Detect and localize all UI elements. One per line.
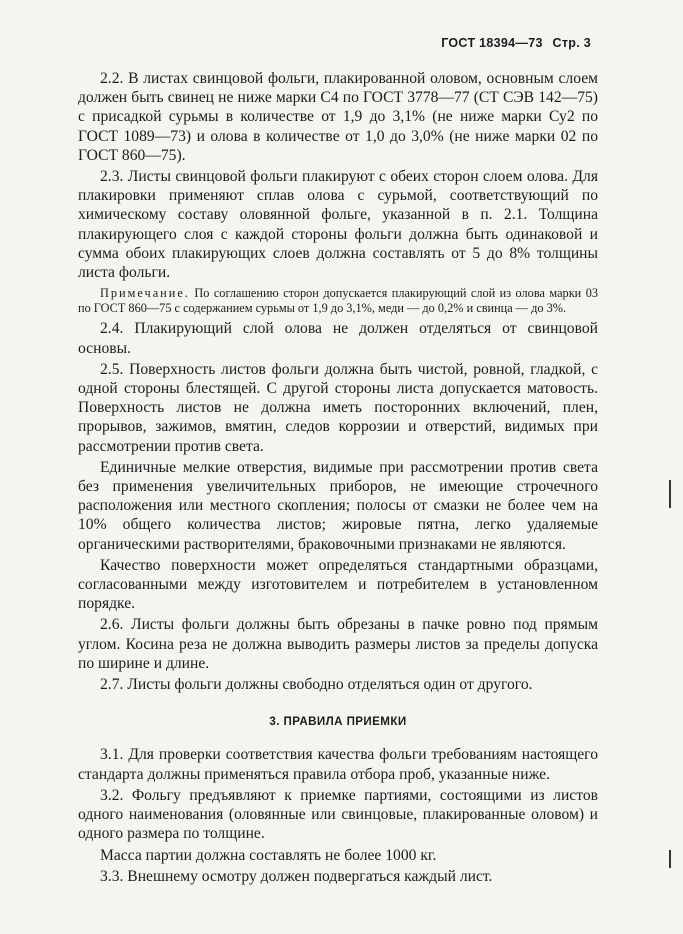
section-title: 3. ПРАВИЛА ПРИЕМКИ bbox=[269, 715, 407, 729]
page-header bbox=[441, 36, 591, 50]
standard-number: ГОСТ 18394—73 bbox=[441, 36, 543, 50]
paragraph-3-2: 3.2. Фольгу предъявляют к приемке партиями, состоящими из листов одного наименования (оловянные или свинцовые, плакированные оловом) и одного размера по толщине. bbox=[78, 786, 598, 843]
margin-mark bbox=[669, 850, 671, 868]
page-number: Стр. 3 bbox=[552, 36, 591, 50]
paragraph-2-5-quality: Качество поверхности может определяться стандартными образцами, согласованными между изготовителем и потребителем в установленном порядке. bbox=[78, 556, 598, 613]
paragraph-2-6: 2.6. Листы фольги должны быть обрезаны в пачке ровно под прямым углом. Косина реза не должна выводить размеры листов за пределы допуска по ширине и длине. bbox=[78, 616, 598, 672]
paragraph-2-2: 2.2. В листах свинцовой фольги, плакированной оловом, основным слоем должен быть свинец не ниже марки С4 по ГОСТ 3778—77 (СТ СЭВ 142—75) с присадкой сурьмы в количестве от 1,9 до 3,1% (не ниже марки Су2 по ГОСТ 1089—73) и олова в количестве от 1,0 до 3,0% (не ниже марки 02 по ГОСТ 860—75). bbox=[78, 70, 598, 164]
paragraph-2-3: 2.3. Листы свинцовой фольги плакируют с обеих сторон слоем олова. Для плакировки применяют сплав олова с сурьмой, соответствующий по химическому составу оловянной фольге, указанной в п. 2.1. Толщина плакирующего слоя с каждой стороны фольги должна быть одинаковой и сумма обоих плакирующих слоев должна составлять от 5 до 8% толщины листа фольги. bbox=[78, 168, 598, 282]
paragraph-3-2-mass: Масса партии должна составлять не более 1000 кг. bbox=[100, 846, 437, 864]
paragraph-2-5-defects: Единичные мелкие отверстия, видимые при рассмотрении против света без применения увеличительных приборов, не имеющие строчечного расположения или местного скопления; полосы от смазки не более чем на 10% общего количества листов; жировые пятна, легко удаляемые органическими растворителями, браковочными признаками не являются. bbox=[78, 458, 598, 553]
paragraph-2-4: 2.4. Плакирующий слой олова не должен отделяться от свинцовой основы. bbox=[78, 320, 598, 357]
note bbox=[78, 286, 598, 315]
note-lead: Примечание. bbox=[100, 286, 190, 301]
margin-mark bbox=[669, 480, 671, 508]
paragraph-3-3: 3.3. Внешнему осмотру должен подвергаться каждый лист. bbox=[100, 867, 493, 885]
document-body bbox=[78, 69, 598, 886]
paragraph-2-5: 2.5. Поверхность листов фольги должна быть чистой, ровной, гладкой, с одной стороны блестящей. С другой стороны листа допускается матовость. Поверхность листов не должна иметь посторонних включений, плен, прорывов, зажимов, вмятин, следов коррозии и отверстий, видимых при рассмотрении против света. bbox=[78, 360, 598, 455]
note-text: По соглашению сторон допускается плакирующий слой из олова марки 03 по ГОСТ 860—75 с содержанием сурьмы от 1,9 до 3,1%, меди — до 0,2% и свинца — до 3%. bbox=[78, 286, 598, 315]
paragraph-3-1: 3.1. Для проверки соответствия качества фольги требованиям настоящего стандарта должны применяться правила отбора проб, указанные ниже. bbox=[78, 746, 598, 783]
paragraph-2-7: 2.7. Листы фольги должны свободно отделяться один от другого. bbox=[100, 676, 533, 694]
